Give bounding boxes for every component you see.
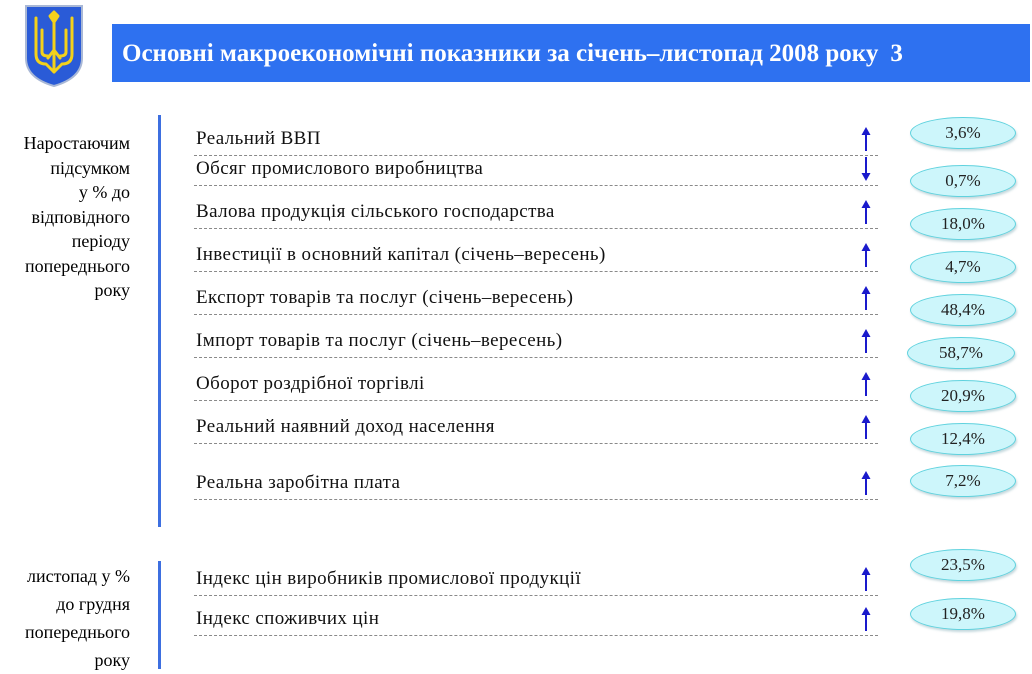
- indicator-row: [194, 371, 878, 401]
- indicator-row: [194, 414, 878, 444]
- arrow-down-icon: [860, 156, 872, 182]
- arrow-up-icon: [860, 566, 872, 592]
- indicator-row: [194, 199, 878, 229]
- value-badge: 20,9%: [910, 380, 1016, 412]
- value-badge: 3,6%: [910, 117, 1016, 149]
- side-label-line: попереднього: [25, 622, 130, 642]
- value-badge: 0,7%: [910, 165, 1016, 197]
- indicator-label: Індекс цін виробників промислової продукції: [196, 568, 582, 589]
- indicator-label: Експорт товарів та послуг (січень–вересень): [196, 287, 574, 308]
- side-label-line: підсумком: [50, 157, 130, 178]
- arrow-up-icon: [860, 199, 872, 225]
- page-title: Основні макроекономічні показники за січень–листопад 2008 року: [122, 40, 879, 67]
- indicator-label: Імпорт товарів та послуг (січень–вересень): [196, 330, 563, 351]
- value-badge: 48,4%: [910, 294, 1016, 326]
- indicator-row: [194, 242, 878, 272]
- side-label-line: у % до: [78, 182, 130, 202]
- indicator-label: Реальний наявний доход населення: [196, 416, 495, 437]
- arrow-up-icon: [860, 242, 872, 268]
- value-badge: 18,0%: [910, 208, 1016, 240]
- indicator-row: [194, 328, 878, 358]
- value-badge: 4,7%: [910, 251, 1016, 283]
- indicator-label: Валова продукція сільського господарства: [196, 201, 555, 222]
- side-label-line: року: [94, 280, 130, 300]
- arrow-up-icon: [860, 285, 872, 311]
- title-bar: [112, 24, 1030, 82]
- value-badge: 19,8%: [910, 598, 1016, 630]
- side-label-line: періоду: [71, 231, 130, 251]
- value-badge: 23,5%: [910, 549, 1016, 581]
- arrow-up-icon: [860, 126, 872, 152]
- value-badge: 12,4%: [910, 423, 1016, 455]
- indicator-label: Оборот роздрібної торгівлі: [196, 373, 425, 394]
- value-badge: 7,2%: [910, 465, 1016, 497]
- indicator-label: Обсяг промислового виробництва: [196, 158, 484, 179]
- coat-of-arms-icon: [22, 2, 86, 88]
- indicator-row: [194, 126, 878, 156]
- value-badge: 58,7%: [907, 337, 1015, 369]
- side-label-line: відповідного: [31, 206, 130, 227]
- arrow-up-icon: [860, 328, 872, 354]
- indicator-label: Реальний ВВП: [196, 128, 321, 149]
- section2-label: [0, 562, 130, 674]
- side-label-line: до грудня: [56, 594, 130, 614]
- indicator-row: [194, 285, 878, 315]
- indicator-label: Інвестиції в основний капітал (січень–вересень): [196, 244, 606, 265]
- indicator-row: [194, 560, 878, 596]
- arrow-up-icon: [860, 371, 872, 397]
- indicator-row: [194, 156, 878, 186]
- indicator-row: [194, 457, 878, 500]
- arrow-up-icon: [860, 470, 872, 496]
- indicator-row: [194, 606, 878, 636]
- indicator-label: Реальна заробітна плата: [196, 472, 401, 493]
- section1-divider: [158, 115, 161, 527]
- side-label-line: попереднього: [25, 255, 130, 276]
- page-number: 3: [890, 40, 903, 67]
- side-label-line: листопад у %: [26, 566, 130, 586]
- arrow-up-icon: [860, 414, 872, 440]
- arrow-up-icon: [860, 606, 872, 632]
- section2-divider: [158, 561, 161, 669]
- side-label-line: Наростаючим: [23, 133, 130, 153]
- section1-label: [0, 131, 130, 303]
- side-label-line: року: [94, 650, 130, 670]
- indicator-label: Індекс споживчих цін: [196, 608, 380, 629]
